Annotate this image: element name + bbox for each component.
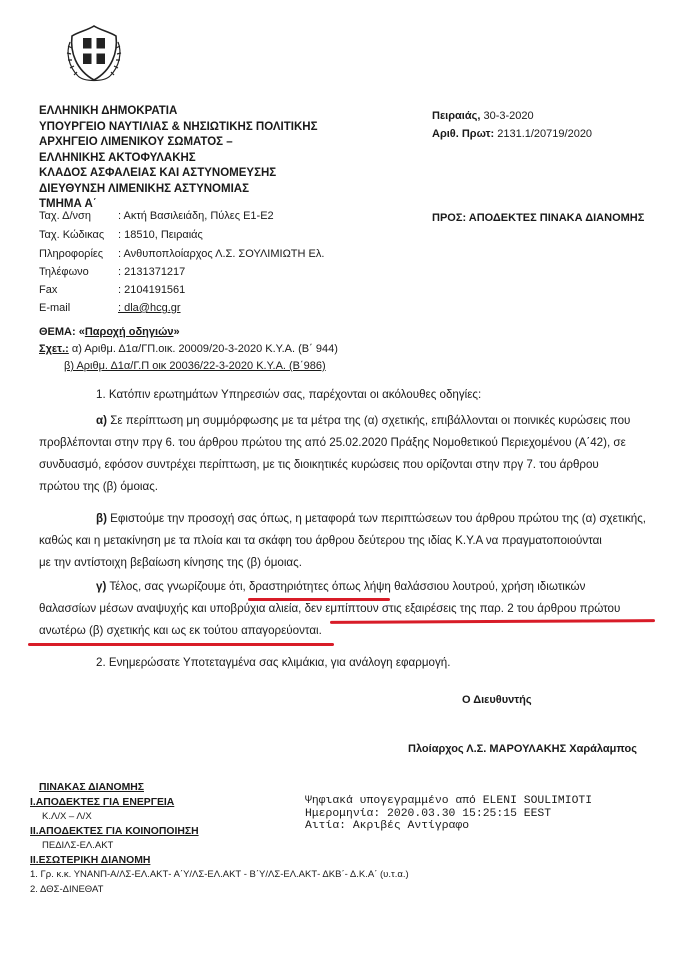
email-link[interactable]: : dla@hcg.gr [118, 302, 181, 314]
paragraph-b [39, 508, 659, 574]
header-line: ΕΛΛΗΝΙΚΗ ΔΗΜΟΚΡΑΤΙΑ [39, 105, 178, 117]
contact-label: Τηλέφωνο [39, 266, 89, 278]
item-label: β) [96, 512, 107, 525]
paragraph-b-line: με την αντίστοιχη βεβαίωση κίνησης της (β) όμοιας. [39, 556, 302, 569]
subject-close: » [173, 326, 180, 338]
paragraph-a-line: Σε περίπτωση μη συμμόρφωσης με τα μέτρα της (α) σχετικής, επιβάλλονται οι ποινικές κυρώσεις που [110, 414, 631, 427]
contact-label: E-mail [39, 302, 71, 314]
hellenic-emblem [64, 22, 124, 86]
document-date: 30-3-2020 [483, 110, 534, 122]
contact-value: : 2104191561 [118, 284, 186, 296]
recipient: ΠΡΟΣ: ΑΠΟΔΕΚΤΕΣ ΠΙΝΑΚΑ ΔΙΑΝΟΜΗΣ [432, 212, 645, 224]
header-line: ΑΡΧΗΓΕΙΟ ΛΙΜΕΝΙΚΟΥ ΣΩΜΑΤΟΣ – [39, 136, 233, 148]
internal-item: 2. ΔΘΣ-ΔΙΝΕΘΑΤ [30, 883, 104, 895]
subject-title: Παροχή οδηγιών [84, 326, 174, 338]
protocol-line [432, 128, 592, 140]
paragraph-c [39, 576, 659, 642]
distribution-list [30, 781, 409, 897]
paragraph-a-line: πρώτου της (β) όμοιας. [39, 480, 159, 493]
paragraph-a [39, 410, 659, 498]
internal-item: 1. Γρ. κ.κ. ΥΝΑΝΠ-Α/ΛΣ-ΕΛ.ΑΚΤ- Α΄Υ/ΛΣ-ΕΛ.ΑΚΤ - Β΄Υ/ΛΣ-ΕΛ.ΑΚΤ- ΔΚΒ΄- Δ.Κ.Α΄ (υ.τ.α.) [30, 869, 409, 880]
paragraph-a-line: προβλέπονται στην πργ 6. του άρθρου πρώτου της από 25.02.2020 Πράξης Νομοθετικού Περιεχομένου (Α΄42), σε [39, 436, 626, 449]
digital-signature-line: Ημερομηνία: 2020.03.30 15:25:15 EEST [305, 807, 552, 820]
info-recipients: ΠΕΔΙΛΣ-ΕΛ.ΑΚΤ [42, 840, 114, 851]
issuer-header [39, 104, 317, 213]
highlight-underline [28, 643, 334, 646]
paragraph-c-line: ανωτέρω (β) σχετικής και ως εκ τούτου απαγορεύονται. [39, 624, 322, 637]
contact-value: : 2131371217 [118, 266, 186, 278]
contact-label: Πληροφορίες [39, 248, 104, 260]
reference-a [39, 343, 338, 355]
signatory-role: Ο Διευθυντής [462, 694, 532, 706]
digital-signature-line: Αιτία: Ακριβές Αντίγραφο [305, 820, 470, 832]
contact-label: Fax [39, 284, 58, 296]
signatory-name: Πλοίαρχος Λ.Σ. ΜΑΡΟΥΛΑΚΗΣ Χαράλαμπος [408, 743, 637, 755]
paragraph-a-line: συνδυασμό, εφόσον συντρέχει περίπτωση, με τις διοικητικές κυρώσεις που ορίζονται στην πργ 7. του άρθρου [39, 458, 599, 471]
contact-value: : Ακτή Βασιλειάδη, Πύλες Ε1-Ε2 [118, 210, 274, 222]
paragraph-c-line: Τέλος, σας γνωρίζουμε ότι, δραστηριότητες όπως λήψη θαλάσσιου λουτρού, χρήση ιδιωτικών [109, 580, 586, 593]
header-line: ΔΙΕΥΘΥΝΣΗ ΛΙΜΕΝΙΚΗΣ ΑΣΤΥΝΟΜΙΑΣ [39, 182, 249, 195]
header-line: ΥΠΟΥΡΓΕΙΟ ΝΑΥΤΙΛΙΑΣ & ΝΗΣΙΩΤΙΚΗΣ ΠΟΛΙΤΙΚΗΣ [39, 120, 318, 133]
protocol-number: 2131.1/20719/2020 [497, 128, 593, 140]
action-recipients-title: Ι.ΑΠΟΔΕΚΤΕΣ ΓΙΑ ΕΝΕΡΓΕΙΑ [30, 796, 175, 808]
reference-a-text: α) Αριθμ. Δ1α/ΓΠ.οικ. 20009/20-3-2020 Κ.Υ.Α. (Β΄ 944) [71, 343, 338, 355]
place-label: Πειραιάς, [432, 110, 481, 122]
paragraph-b-line: καθώς και η μετακίνηση με τα πλοία και τα σκάφη του άρθρου δεύτερου της ιδίας Κ.Υ.Α να πραγματοποιούνται [39, 534, 602, 547]
highlight-underline [248, 598, 390, 601]
digital-signature-line: Ψηφιακά υπογεγραμμένο από ELENI SOULIMIOTI [305, 795, 593, 807]
protocol-label: Αριθ. Πρωτ: [432, 128, 495, 140]
internal-distribution-title: ΙΙ.ΕΣΩΤΕΡΙΚΗ ΔΙΑΝΟΜΗ [30, 854, 151, 866]
header-line: ΕΛΛΗΝΙΚΗΣ ΑΚΤΟΦΥΛΑΚΗΣ [39, 151, 196, 164]
item-label: γ) [96, 580, 107, 593]
action-recipients: Κ.Λ/Χ – Λ/Χ [42, 811, 92, 822]
paragraph-b-line: Εφιστούμε την προσοχή σας όπως, η μεταφορά των περιπτώσεων του άρθρου πρώτου της (α) σχετικής, [110, 512, 647, 525]
reference-b: β) Αριθμ. Δ1α/Γ.Π οικ 20036/22-3-2020 Κ.Υ.Α. (Β΄986) [64, 360, 326, 372]
date-line [432, 110, 534, 122]
subject-label: ΘΕΜΑ: « [39, 326, 85, 338]
contact-value: : 18510, Πειραιάς [118, 229, 203, 241]
reference-label: Σχετ.: [39, 343, 69, 355]
contact-label: Ταχ. Δ/νση [39, 210, 91, 222]
paragraph-2: 2. Ενημερώσατε Υποτεταγμένα σας κλιμάκια, για ανάλογη εφαρμογή. [96, 656, 451, 669]
header-line: ΚΛΑΔΟΣ ΑΣΦΑΛΕΙΑΣ ΚΑΙ ΑΣΤΥΝΟΜΕΥΣΗΣ [39, 167, 277, 179]
paragraph-1: 1. Κατόπιν ερωτημάτων Υπηρεσιών σας, παρέχονται οι ακόλουθες οδηγίες: [96, 388, 482, 401]
paragraph-c-line: θαλασσίων μέσων αναψυχής και υποβρύχια αλιεία, δεν εμπίπτουν στις εξαιρέσεις της παρ. 2 του άρθρου πρώτου [39, 602, 621, 615]
contact-value: : Ανθυποπλοίαρχος Λ.Σ. ΣΟΥΛΙΜΙΩΤΗ Ελ. [118, 248, 325, 260]
info-recipients-title: ΙΙ.ΑΠΟΔΕΚΤΕΣ ΓΙΑ ΚΟΙΝΟΠΟΙΗΣΗ [30, 825, 199, 837]
header-line: ΤΜΗΜΑ Α΄ [39, 198, 97, 210]
distribution-title: ΠΙΝΑΚΑΣ ΔΙΑΝΟΜΗΣ [39, 782, 144, 793]
subject-line [39, 326, 180, 338]
contact-label: Ταχ. Κώδικας [39, 229, 105, 241]
item-label: α) [96, 414, 107, 427]
